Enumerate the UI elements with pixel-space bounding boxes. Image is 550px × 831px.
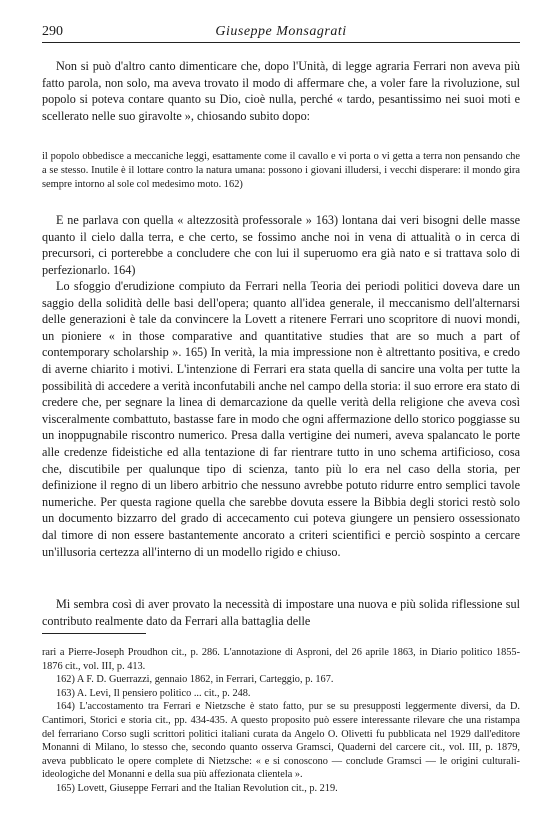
paragraph-3 (42, 278, 520, 560)
footnote-162: 162) A F. D. Guerrazzi, gennaio 1862, in Ferrari, Carteggio, p. 167. (56, 674, 334, 686)
footnote-164: 164) L'accostamento tra Ferrari e Nietzsche è stato fatto, pur se su presupposti leggermente diversi, da D. Cantimori, Storici e storia cit., pp. 434-435. A questo proposito può essere interessante rilevare che una ristampa del ferrariano Corso sugli scrittori politici italiani curata da Angelo O. Olivetti fu pubblicata nel 1929 dall'editore Monanni di Milano, lo stesso che, secondo quanto osserva Gramsci, Quaderni del carcere cit., vol. III, p. 1879, aveva pubblicato le opere complete di Nietzsche: « e si conoscono — conclude Gramsci — le origini culturali-ideologiche del Monanni e della sua più affezionata clientela ». (42, 701, 520, 781)
block-quote-text: il popolo obbedisce a meccaniche leggi, esattamente come il cavallo e vi porta o vi getta a terra non pensando che a se stesso. Inutile è il lottare contro la natura umana: possono i giovani illudersi, i vecchi disperare: il mondo gira sempre intorno al sole col medesimo moto. 162) (42, 151, 520, 191)
block-quote (42, 150, 520, 193)
footnote-rule (42, 633, 146, 634)
footnote-163: 163) A. Levi, Il pensiero politico ... cit., p. 248. (56, 687, 251, 699)
running-title: Giuseppe Monsagrati (215, 24, 347, 39)
paragraph-2-text: E ne parlava con quella « altezzosità professorale » 163) lontana dai veri bisogni delle masse quanto il cielo dalla terra, e che certo, se fossimo anche noi in vena di attualità o in cerca di precursori, ci porterebbe a concludere che con lui il superuomo era già nato e si trattava solo di perfezionarlo. 164) (42, 213, 520, 277)
paragraph-1-text: Non si può d'altro canto dimenticare che, dopo l'Unità, di legge agraria Ferrari non aveva più fatto parola, non solo, ma aveva trovato il modo di affermare che, a voler fare la rivoluzione, sul popolo si poteva contare quanto su Dio, cioè nulla, perché « tardo, pesantissimo nei suoi moti e scellerato nelle suo giravolte », chiosando subito dopo: (42, 59, 520, 123)
footnotes (42, 646, 520, 796)
paragraph-4-text: Mi sembra così di aver provato la necessità di impostare una nuova e più solida riflessione sul contributo realmente dato da Ferrari alla battaglia delle (42, 597, 520, 628)
paragraph-3-text: Lo sfoggio d'erudizione compiuto da Ferrari nella Teoria dei periodi politici doveva dare un saggio della solidità delle basi dell'opera; quanto all'idea generale, il meccanismo dell'alternarsi delle generazioni è tale da convincere la Lovett a ritenere Ferrari uno scopritore di nuovi mondi, un pioniere « in those comparative and quantitative studies that are so much a part of contemporary scholarship ». 165) In verità, la mia impressione non è altrettanto positiva, e credo di averne chiarito i motivi. L'intenzione di Ferrari era stata quella di sancire una volta per tutte la possibilità di accedere a verità inconfutabili anche nel campo della storia: il suo errore era stato di credere che, per segnare la linea di demarcazione da quelle verità della religione che aveva così visceralmente combattuto, bastasse fare in modo che ogni affermazione dello storico poggiasse su un inoppugnabile riscontro numerico. Presa dalla vertigine dei numeri, aveva spalancato le porte alle credenze fideistiche ed alla tentazione di far rientrare tutto in uno schema artificioso, cosa che, discutibile per qualunque tipo di scienza, tanto più lo era nel caso della storia, per definizione il regno di un libero arbitrio che nessuno avrebbe potuto ridurre entro semplici tavole numeriche. Per questa ragione quella che sarebbe dovuta essere la Bibbia degli storici restò solo un documento bizzarro del grado di accecamento cui poteva giungere un pensiero ossessionato dal timore di non essere bastantemente ancorato a criteri scientifici e perciò sospinto a cercare un'illusoria certezza all'interno di un modello rigido e chiuso. (42, 279, 520, 559)
paragraph-2 (42, 212, 520, 278)
footnote-continuation: rari a Pierre-Joseph Proudhon cit., p. 286. L'annotazione di Asproni, del 26 aprile 1863, in Diario politico 1855-1876 cit., vol. III, p. 413. (42, 647, 520, 672)
paragraph-1 (42, 58, 520, 124)
running-header (42, 24, 520, 43)
footnote-165: 165) Lovett, Giuseppe Ferrari and the Italian Revolution cit., p. 219. (56, 782, 338, 794)
paragraph-4 (42, 596, 520, 629)
page-number: 290 (42, 24, 63, 39)
